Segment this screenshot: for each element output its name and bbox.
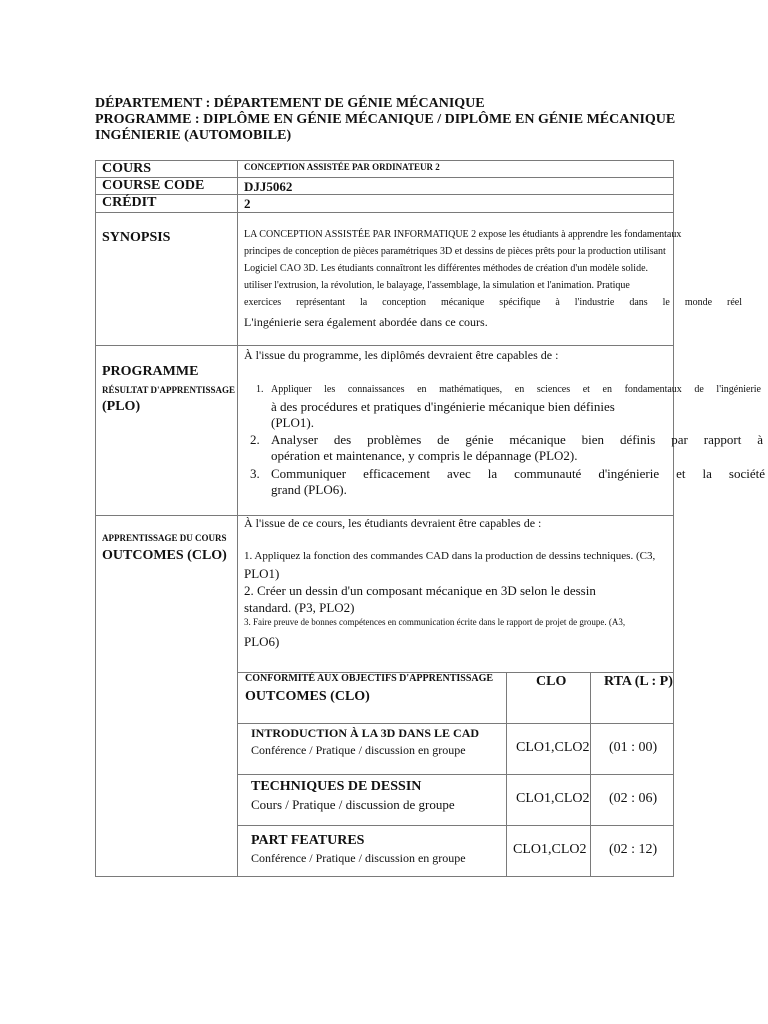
rta-column-header: RTA (L : P) [604, 674, 673, 689]
topic-clo-2: CLO1,CLO2 [516, 791, 590, 806]
clo-column-header: CLO [536, 674, 567, 689]
alignment-header-2: OUTCOMES (CLO) [245, 689, 370, 704]
programme-heading-cont: INGÉNIERIE (AUTOMOBILE) [95, 128, 292, 143]
topic-title-3: PART FEATURES [251, 833, 365, 848]
clo-item-3-line-1: 3. Faire preuve de bonnes compétences en communication écrite dans le rapport de projet de groupe. (A3, [244, 617, 626, 627]
credit-label: CRÉDIT [102, 195, 157, 210]
clo-intro: À l'issue de ce cours, les étudiants devraient être capables de : [244, 516, 542, 530]
topic-clo-1: CLO1,CLO2 [516, 740, 590, 755]
clo-item-1-line-1: 1. Appliquez la fonction des commandes CAD dans la production de dessins techniques. (C3, [244, 550, 656, 562]
synopsis-line-5: exercices représentant la conception mécanique spécifique à l'industrie dans le monde réel [244, 297, 742, 308]
programme-heading: PROGRAMME : DIPLÔME EN GÉNIE MÉCANIQUE / DIPLÔME EN GÉNIE MÉCANIQUE [95, 112, 676, 127]
topic-rta-3: (02 : 12) [609, 842, 658, 857]
cours-label: COURS [102, 161, 152, 176]
clo-label-1: APPRENTISSAGE DU COURS [102, 533, 227, 543]
plo-item-3-line-1: Communiquer efficacement avec la communauté d'ingénierie et la société [271, 466, 765, 481]
synopsis-line-1: LA CONCEPTION ASSISTÉE PAR INFORMATIQUE 2 expose les étudiants à apprendre les fondamentaux [244, 229, 682, 240]
clo-item-1-line-2: PLO1) [244, 566, 280, 581]
synopsis-line-6: L'ingénierie sera également abordée dans ce cours. [244, 315, 488, 329]
course-code-label: COURSE CODE [102, 178, 205, 193]
department-heading: DÉPARTEMENT : DÉPARTEMENT DE GÉNIE MÉCANIQUE [95, 96, 485, 111]
topic-rta-2: (02 : 06) [609, 791, 658, 806]
plo-label-3: (PLO) [102, 399, 141, 414]
plo-intro: À l'issue du programme, les diplômés devraient être capables de : [244, 348, 559, 362]
plo-item-3-num: 3. [250, 466, 260, 481]
credit-value: 2 [244, 196, 251, 211]
topic-title-2: TECHNIQUES DE DESSIN [251, 779, 422, 794]
plo-item-1-line-1: Appliquer les connaissances en mathématiques, en sciences et en fondamentaux de l'ingénierie [271, 384, 761, 395]
clo-item-2-line-2: standard. (P3, PLO2) [244, 600, 355, 615]
plo-item-1-num: 1. [256, 384, 264, 395]
plo-item-2-num: 2. [250, 432, 260, 447]
alignment-header-1: CONFORMITÉ AUX OBJECTIFS D'APPRENTISSAGE [245, 673, 494, 684]
plo-item-2-line-1: Analyser des problèmes de génie mécanique bien définis par rapport à [271, 432, 763, 447]
course-code-value: DJJ5062 [244, 179, 293, 194]
plo-label-2: RÉSULTAT D'APPRENTISSAGE [102, 385, 235, 395]
topic-title-1: INTRODUCTION À LA 3D DANS LE CAD [251, 726, 480, 740]
synopsis-line-3: Logiciel CAO 3D. Les étudiants connaîtront les différentes méthodes de création d'un modèle solide. [244, 263, 649, 274]
plo-item-1-line-3: (PLO1). [271, 415, 314, 430]
plo-item-3-line-2: grand (PLO6). [271, 482, 347, 497]
topic-method-3: Conférence / Pratique / discussion en groupe [251, 851, 466, 865]
synopsis-line-4: utiliser l'extrusion, la révolution, le balayage, l'assemblage, la simulation et l'animation. Pratique [244, 280, 630, 291]
topic-method-1: Conférence / Pratique / discussion en groupe [251, 743, 466, 757]
cours-value: CONCEPTION ASSISTÉE PAR ORDINATEUR 2 [244, 162, 440, 172]
synopsis-line-2: principes de conception de pièces paramétriques 3D et dessins de pièces prêts pour la production utilisant [244, 246, 666, 257]
plo-label-1: PROGRAMME [102, 364, 199, 379]
synopsis-label: SYNOPSIS [102, 230, 171, 245]
topic-clo-3: CLO1,CLO2 [513, 842, 587, 857]
topic-rta-1: (01 : 00) [609, 740, 658, 755]
plo-item-2-line-2: opération et maintenance, y compris le dépannage (PLO2). [271, 448, 578, 463]
plo-item-1-line-2: à des procédures et pratiques d'ingénierie mécanique bien définies [271, 399, 615, 414]
topic-method-2: Cours / Pratique / discussion de groupe [251, 797, 455, 812]
clo-label-2: OUTCOMES (CLO) [102, 548, 227, 563]
clo-item-2-line-1: 2. Créer un dessin d'un composant mécanique en 3D selon le dessin [244, 583, 596, 598]
clo-item-3-line-2: PLO6) [244, 634, 280, 649]
